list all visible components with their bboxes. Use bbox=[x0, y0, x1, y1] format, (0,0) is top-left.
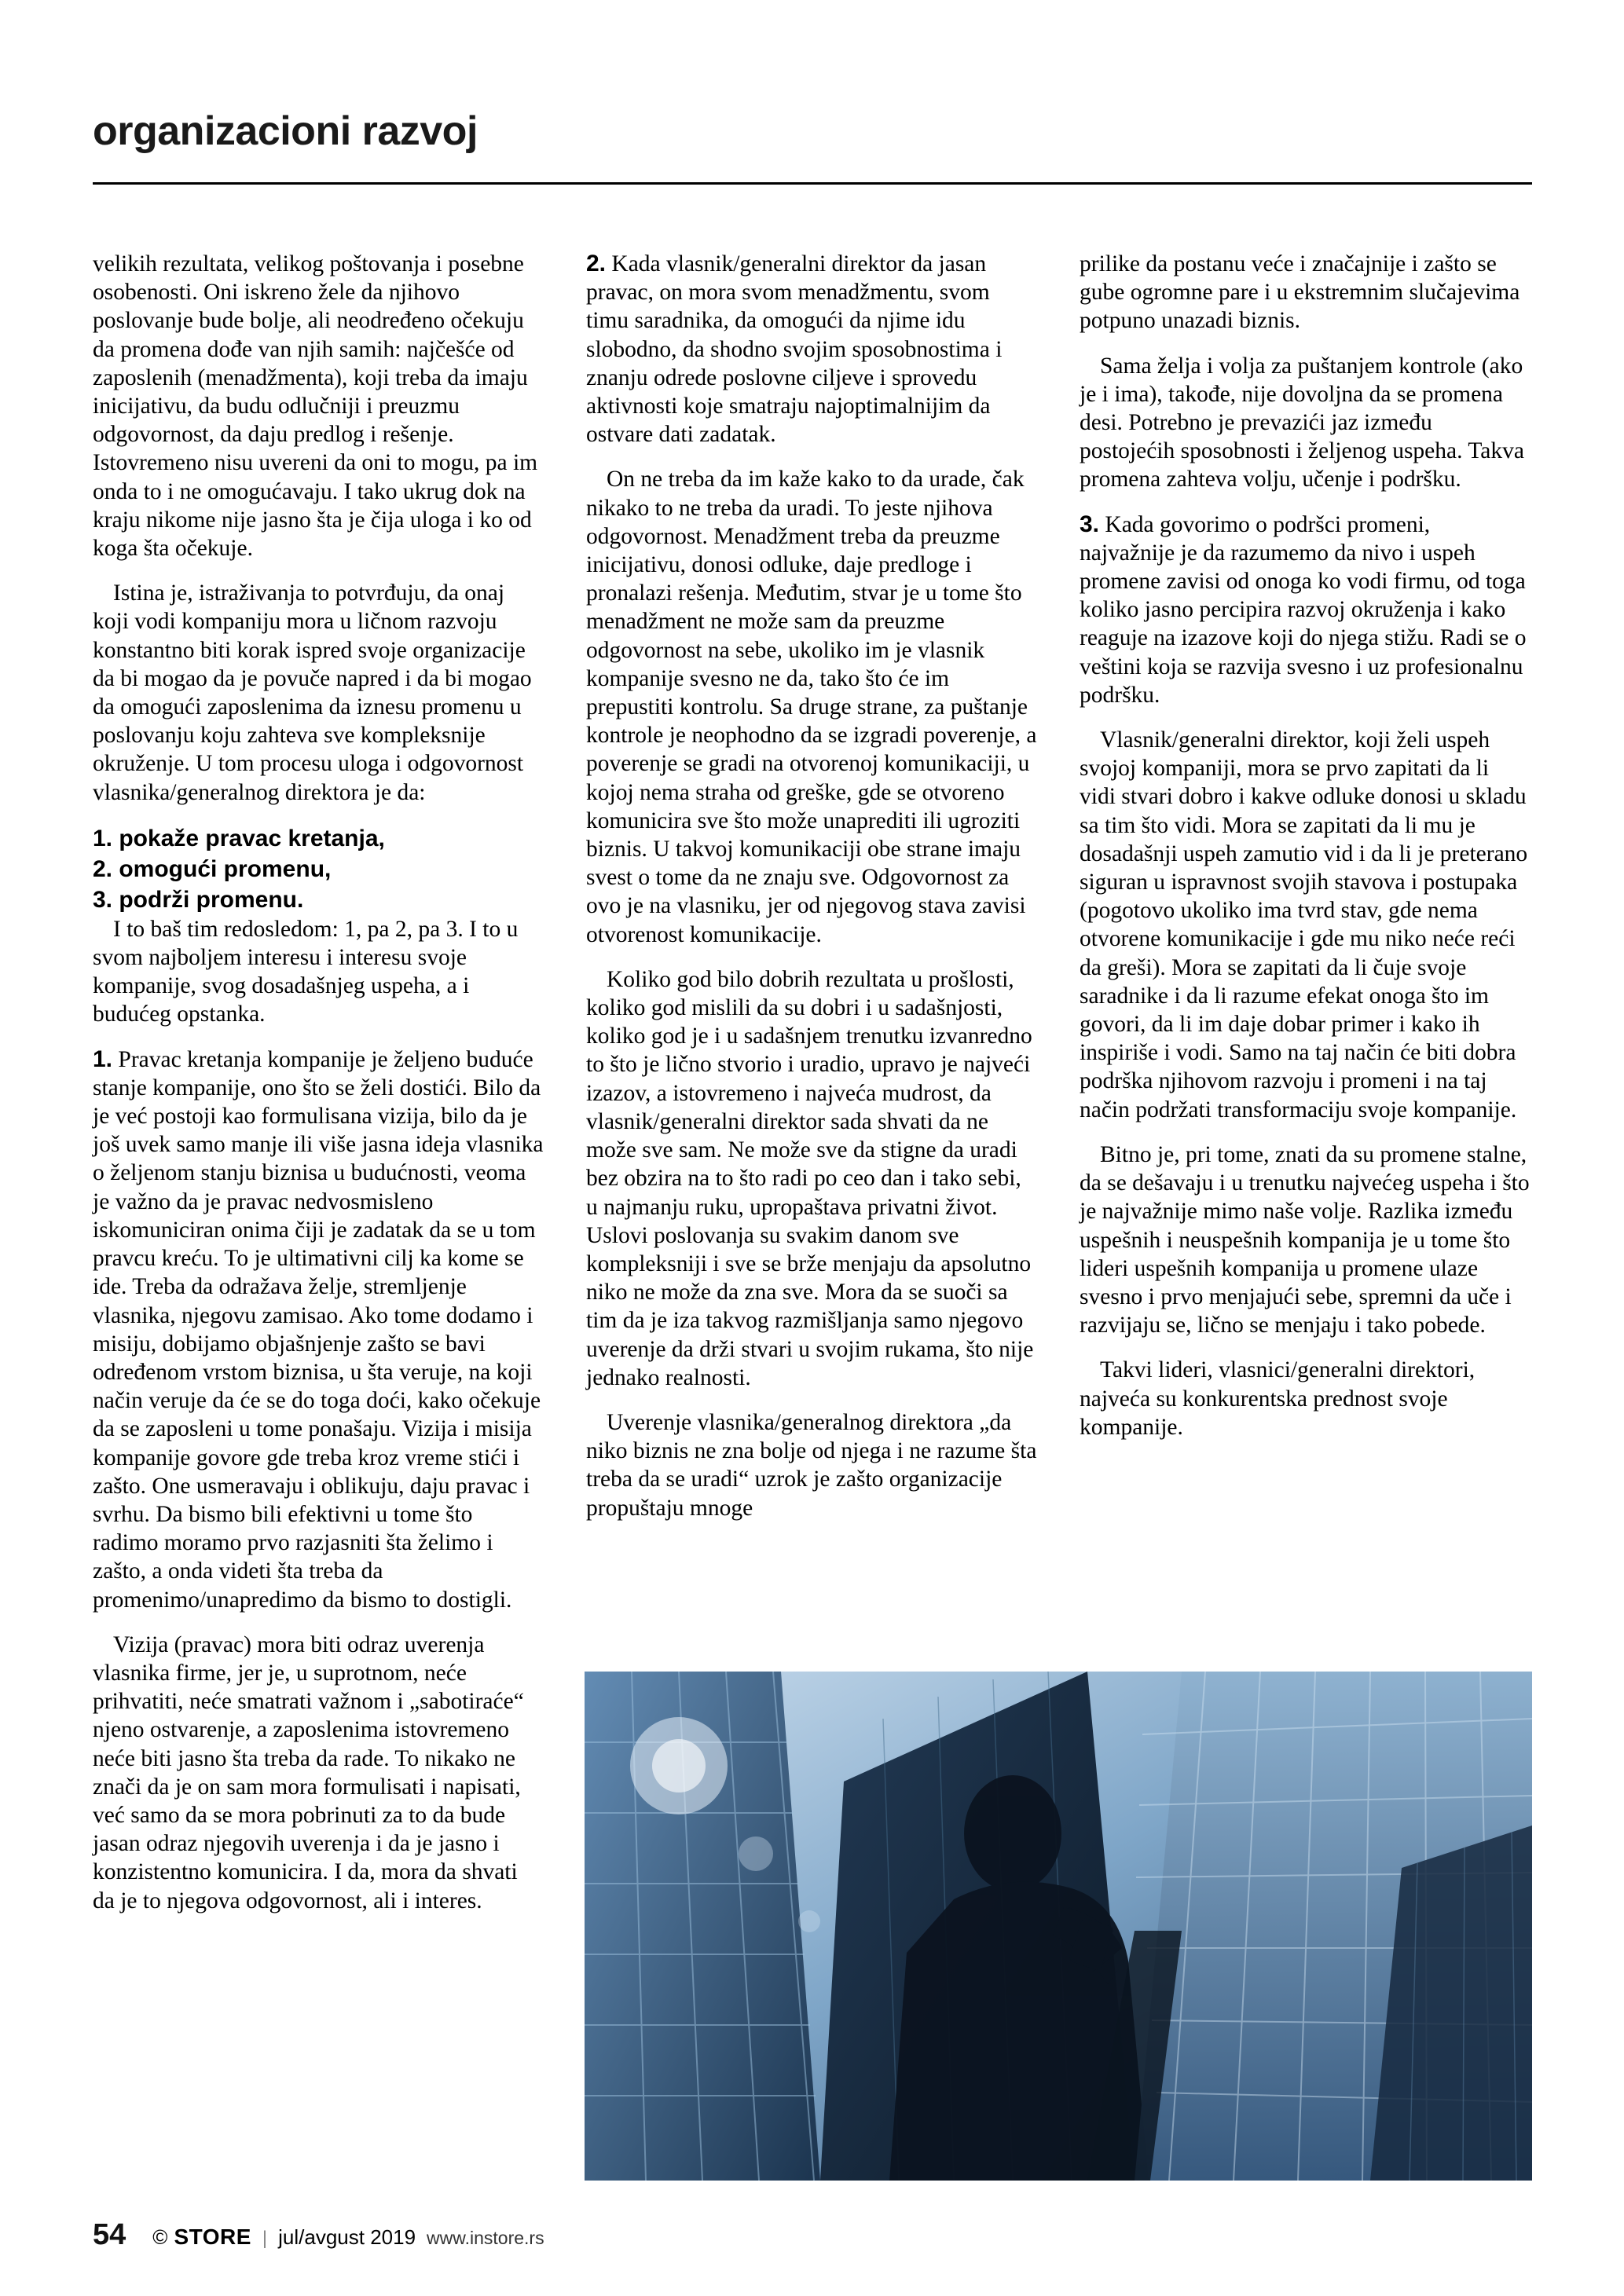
paragraph: prilike da postanu veće i značajnije i zašto se gube ogromne pare i u ekstremnim slučajevima potpuno unazadi biznis. bbox=[1080, 251, 1520, 334]
paragraph: Bitno je, pri tome, znati da su promene stalne, da se dešavaju i u trenutku najvećeg uspeha i što je najvažnije mimo naše volje. Razlika između uspešnih i neuspešnih kompanija je u tome što lideri uspešnih kompanija u promene ulaze svesno i prvo menjajući sebe, spremni da uče i razvijaju se, lično se menjaju i tako pobede. bbox=[1080, 1141, 1530, 1338]
article-photo bbox=[585, 1672, 1532, 2181]
paragraph-text: Kada vlasnik/generalni direktor da jasan pravac, on mora svom menadžmentu, svom timu saradnika, da omogući da njime idu slobodno, da shodno svojim sposobnostima i znanju odrede poslovne ciljeve i sprovedu aktivnosti koje smatraju najoptimalnijim da ostvare dati zadatak. bbox=[586, 251, 1003, 448]
paragraph: Uverenje vlasnika/generalnog direktora „da niko biznis ne zna bolje od njega i ne razume šta treba da se uradi“ uzrok je zašto organizacije propuštaju mnoge bbox=[586, 1409, 1037, 1521]
paragraph-lead-number: 3. bbox=[1080, 511, 1100, 537]
column-2 bbox=[586, 250, 1037, 1915]
footer-separator: | bbox=[262, 2228, 268, 2249]
article-columns bbox=[93, 250, 1532, 1915]
issue-date: jul/avgust 2019 bbox=[278, 2225, 416, 2249]
page-header bbox=[93, 110, 1531, 153]
paragraph-text: Pravac kretanja kompanije je željeno buduće stanje kompanije, ono što se želi dostići. Bilo da je već postoji kao formulisana vizija, bilo da je još uvek samo manje ili više jasna ideja vlasnika o željenom stanju biznisa u budućnosti, veoma je važno da je pravac nedvosmisleno iskomuniciran onima čiji je zadatak da se u tom pravcu kreću. To je ultimativni cilj ka kome se ide. Treba da odražava želje, stremljenje vlasnika, njegovu zamisao. Ako tome dodamo i misiju, dobijamo objašnjenje zašto se bavi određenom vrstom biznisa, u šta veruje, na koji način veruje da će se do toga doći, kako očekuje da se zaposleni u tome ponašaju. Vizija i misija kompanije govore gde treba kroz vreme stići i zašto. One usmeravaju i oblikuju, daju pravac i svrhu. Da bismo bili efektivni u tome što radimo moramo prvo razjasniti šta želimo i zašto, a onda videti šta treba da promenimo/unapredimo da bismo to dostigli. bbox=[93, 1046, 544, 1613]
website-url: www.instore.rs bbox=[427, 2228, 544, 2248]
paragraph: Vlasnik/generalni direktor, koji želi uspeh svojoj kompaniji, mora se prvo zapitati da li vidi stvari dobro i kakve odluke donosi u skladu sa tim što vidi. Mora se zapitati da li mu je dosadašnji uspeh zamutio vid i da li je preterano siguran u ispravnost svojih stavova i postupaka (pogotovo ukoliko ima tvrd stav, gde nema otvorene komunikacije i gde mu niko neće reći da greši). Mora se zapitati da li čuje svoje saradnike i da li razume efekat onoga što im govori, da li im daje dobar primer i kako ih inspiriše i vodi. Samo na taj način će biti dobra podrška njihovom razvoju i promeni i na taj način podržati transformaciju svoje kompanije. bbox=[1080, 727, 1528, 1122]
paragraph: Takvi lideri, vlasnici/generalni direktori, najveća su konkurentska prednost svoje kompanije. bbox=[1080, 1357, 1476, 1440]
header-divider bbox=[93, 182, 1532, 185]
paragraph: Koliko god bilo dobrih rezultata u prošlosti, koliko god mislili da su dobri i u sadašnjosti, koliko god je i u sadašnjem trenutku izvanredno to što je lično stvorio i uradio, upravo je najveći izazov, a istovremeno i najveća mudrost, da vlasnik/generalni direktor sada shvati da ne može sve sam. Ne može sve da stigne da uradi bez obzira na to što radi po ceo dan i tako sebi, u najmanju ruku, upropaštava privatni život. Uslovi poslovanja su svakim danom sve kompleksniji i sve se brže menjaju da apsolutno niko ne može da zna sve. Mora da se suoči sa tim da je iza takvog razmišljanja samo njegovo uverenje da drži stvari u svojim rukama, što nije jednako realnosti. bbox=[586, 966, 1034, 1390]
list-item: 2. omogući promenu, bbox=[93, 855, 332, 882]
page-title: organizacioni razvoj bbox=[93, 108, 478, 154]
paragraph: velikih rezultata, velikog poštovanja i posebne osobenosti. Oni iskreno žele da njihovo poslovanje bude bolje, ali neodređeno očekuju da promena dođe van njih samih: najčešće od zaposlenih (menadžmenta), koji treba da imaju inicijativu, da budu odlučniji i preuzmu odgovornost, da daju predlog i rešenje. Istovremeno nisu uvereni da oni to mogu, pa im onda to i ne omogućavaju. I tako ukrug dok na kraju nikome nije jasno šta je čija uloga i ko od koga šta očekuje. bbox=[93, 251, 538, 562]
numbered-list bbox=[93, 823, 544, 915]
paragraph bbox=[586, 250, 1037, 449]
paragraph: I to baš tim redosledom: 1, pa 2, pa 3. I to u svom najboljem interesu i interesu svoje kompanije, svog dosadašnjeg uspeha, a i budućeg opstanka. bbox=[93, 916, 519, 1027]
photo-illustration bbox=[585, 1672, 1532, 2181]
paragraph: Vizija (pravac) mora biti odraz uverenja vlasnika firme, jer je, u suprotnom, neće prihvatiti, neće smatrati važnom i „sabotiraće“ njeno ostvarenje, a zaposlenima istovremeno neće biti jasno šta treba da rade. To nikako ne znači da je on sam mora formulisati i napisati, već samo da se mora pobrinuti za to da bude jasan odraz njegovih uverenja i da je jasno i konzistentno komunicira. I da, mora da shvati da je to njegova odgovornost, ali i interes. bbox=[93, 1631, 524, 1913]
column-1 bbox=[93, 250, 544, 1915]
paragraph: Sama želja i volja za puštanjem kontrole (ako je i ima), takođe, nije dovoljna da se promena desi. Potrebno je prevazići jaz između postojećih sposobnosti i željenog uspeha. Takva promena zahteva volju, učenje i podršku. bbox=[1080, 353, 1524, 493]
paragraph bbox=[1080, 511, 1531, 709]
page-number: 54 bbox=[93, 2218, 126, 2251]
paragraph: On ne treba da im kaže kako to da urade, čak nikako to ne treba da uradi. To jeste njihova odgovornost. Menadžment treba da preuzme inicijativu, donosi odluke, daje predloge i pronalazi rešenja. Međutim, stvar je u tome što menadžment ne može sam da preuzme odgovornost na sebe, ukoliko im je vlasnik kompanije svesno ne da, tako što će im prepustiti kontrolu. Sa druge strane, za puštanje kontrole je neophodno da se izgradi poverenje, a poverenje se gradi na otvorenoj komunikaciji, u kojoj nema straha od greške, gde se otvoreno komunicira sve što može unaprediti ili ugroziti biznis. U takvoj komunikaciji obe strane imaju svest o tome da ne znaju sve. Odgovornost za ovo je na vlasniku, jer od njegovog stava zavisi otvorenost komunikacije. bbox=[586, 467, 1037, 947]
list-item: 3. podrži promenu. bbox=[93, 886, 304, 913]
magazine-brand: STORE bbox=[174, 2225, 251, 2249]
page-footer bbox=[93, 2218, 1532, 2252]
paragraph: Istina je, istraživanja to potvrđuju, da onaj koji vodi kompaniju mora u ličnom razvoju konstantno biti korak ispred svoje organizacije da bi mogao da je povuče napred i da bi mogao da omogući zaposlenima da iznesu promenu u poslovanju koju zahteva sve kompleksnije okruženje. U tom procesu uloga i odgovornost vlasnika/generalnog direktora je da: bbox=[93, 580, 532, 805]
copyright-icon: © bbox=[152, 2225, 168, 2249]
column-3 bbox=[1080, 250, 1531, 1915]
paragraph-lead-number: 1. bbox=[93, 1045, 113, 1072]
paragraph-text: Kada govorimo o podršci promeni, najvažnije je da razumemo da nivo i uspeh promene zavisi od onoga ko vodi firmu, od toga koliko jasno percipira razvoj okruženja i kako reaguje na izazove koji do njega stižu. Radi se o veštini koja se razvija svesno i uz profesionalnu podršku. bbox=[1080, 511, 1527, 708]
paragraph bbox=[93, 1045, 544, 1614]
list-item: 1. pokaže pravac kretanja, bbox=[93, 825, 385, 851]
paragraph-lead-number: 2. bbox=[586, 251, 607, 276]
